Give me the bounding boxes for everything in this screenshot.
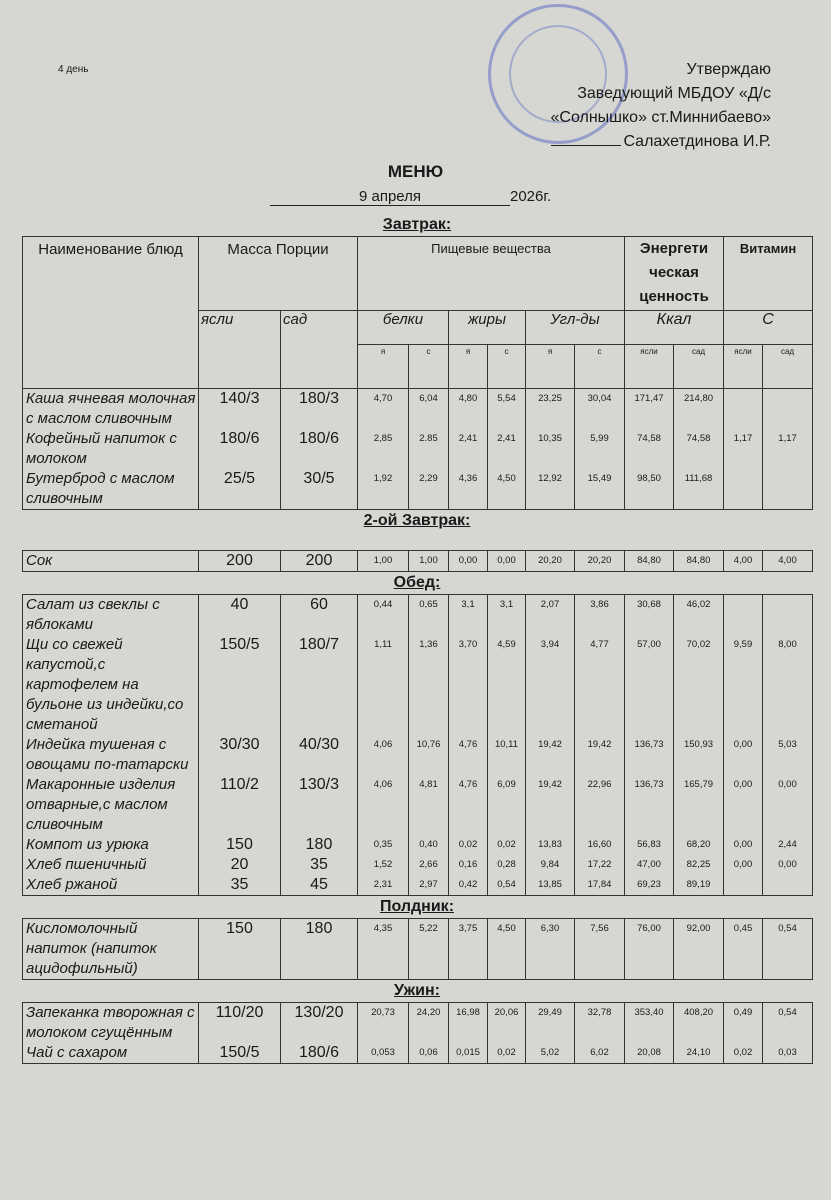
nutrient-value: 0,02 bbox=[724, 1043, 763, 1064]
director-name: Салахетдинова И.Р. bbox=[623, 133, 771, 150]
nutrient-value: 1,17 bbox=[724, 429, 763, 469]
approve-signature bbox=[550, 130, 771, 154]
dish-row bbox=[23, 389, 813, 430]
nutrient-value: 1,00 bbox=[409, 551, 449, 572]
col-mass: Масса Порции bbox=[199, 237, 358, 311]
dish-name: Сок bbox=[23, 551, 199, 572]
date-value: 9 апреля bbox=[270, 188, 510, 206]
nutrient-value: 0,40 bbox=[409, 835, 449, 855]
nutrient-value: 4,76 bbox=[449, 735, 488, 775]
nutrient-value: 17,84 bbox=[575, 875, 625, 896]
approve-line: «Солнышко» ст.Миннибаево» bbox=[550, 109, 771, 126]
nutrient-value: 74,58 bbox=[674, 429, 724, 469]
nutrient-value: 0,44 bbox=[358, 595, 409, 636]
nutrient-value: 19,42 bbox=[526, 735, 575, 775]
nutrient-value: 136,73 bbox=[625, 775, 674, 835]
dish-name: Макаронные изделия отварные,с маслом сливочным bbox=[23, 775, 199, 835]
nutrient-value: 74,58 bbox=[625, 429, 674, 469]
nutrient-value: 4,35 bbox=[358, 919, 409, 980]
nutrient-value: 22,96 bbox=[575, 775, 625, 835]
mass-sad: 35 bbox=[281, 855, 358, 875]
col-sub: с bbox=[488, 345, 526, 389]
nutrient-value: 20,73 bbox=[358, 1003, 409, 1044]
nutrient-value: 408,20 bbox=[674, 1003, 724, 1044]
approve-line: Заведующий МБДОУ «Д/с bbox=[577, 85, 771, 102]
nutrient-value: 29,49 bbox=[526, 1003, 575, 1044]
dish-row bbox=[23, 775, 813, 835]
signature-line bbox=[551, 145, 621, 146]
nutrient-value: 4,50 bbox=[488, 919, 526, 980]
nutrient-value: 9,84 bbox=[526, 855, 575, 875]
col-vitamin: Витамин bbox=[724, 237, 813, 311]
mass-yasli: 40 bbox=[199, 595, 281, 636]
nutrient-value: 0,00 bbox=[724, 835, 763, 855]
nutrient-value: 4,50 bbox=[488, 469, 526, 510]
mass-sad: 180/7 bbox=[281, 635, 358, 735]
col-yasli: ясли bbox=[199, 311, 281, 389]
menu-table bbox=[22, 550, 813, 572]
approve-line: Утверждаю bbox=[686, 61, 771, 78]
nutrient-value: 17,22 bbox=[575, 855, 625, 875]
nutrient-value: 15,49 bbox=[575, 469, 625, 510]
mass-yasli: 150 bbox=[199, 835, 281, 855]
dish-row bbox=[23, 595, 813, 636]
col-sub: я bbox=[526, 345, 575, 389]
dish-name: Индейка тушеная с овощами по-татарски bbox=[23, 735, 199, 775]
nutrient-value: 1,52 bbox=[358, 855, 409, 875]
menu-table bbox=[22, 236, 813, 510]
dish-row bbox=[23, 855, 813, 875]
col-sub: сад bbox=[763, 345, 813, 389]
nutrient-value: 56,83 bbox=[625, 835, 674, 855]
nutrient-value: 13,85 bbox=[526, 875, 575, 896]
nutrient-value: 4,00 bbox=[763, 551, 813, 572]
section-title: 2-ой Завтрак: bbox=[363, 512, 471, 529]
nutrient-value: 2,07 bbox=[526, 595, 575, 636]
section-title: Полдник: bbox=[379, 898, 455, 915]
nutrient-value: 0,00 bbox=[724, 775, 763, 835]
nutrient-value: 0,02 bbox=[488, 835, 526, 855]
dish-name: Каша ячневая молочная с маслом сливочным bbox=[23, 389, 199, 430]
mass-sad: 180 bbox=[281, 835, 358, 855]
mass-sad: 130/20 bbox=[281, 1003, 358, 1044]
nutrient-value: 24,20 bbox=[409, 1003, 449, 1044]
nutrient-value: 4,06 bbox=[358, 735, 409, 775]
col-sub: с bbox=[409, 345, 449, 389]
mass-yasli: 150 bbox=[199, 919, 281, 980]
mass-sad: 30/5 bbox=[281, 469, 358, 510]
nutrient-value: 2,41 bbox=[488, 429, 526, 469]
nutrient-value: 6,02 bbox=[575, 1043, 625, 1064]
nutrient-value: 0,54 bbox=[488, 875, 526, 896]
nutrient-value: 89,19 bbox=[674, 875, 724, 896]
nutrient-value: 6,30 bbox=[526, 919, 575, 980]
nutrient-value: 84,80 bbox=[625, 551, 674, 572]
nutrient-value: 4,00 bbox=[724, 551, 763, 572]
nutrient-value: 0,02 bbox=[488, 1043, 526, 1064]
nutrient-value: 2,85 bbox=[358, 429, 409, 469]
nutrient-value: 8,00 bbox=[763, 635, 813, 735]
menu-document bbox=[22, 214, 812, 1064]
section-title: Ужин: bbox=[394, 982, 440, 999]
nutrient-value: 4,70 bbox=[358, 389, 409, 430]
nutrient-value: 5,22 bbox=[409, 919, 449, 980]
mass-sad: 200 bbox=[281, 551, 358, 572]
section-title: Обед: bbox=[393, 574, 441, 591]
nutrient-value bbox=[724, 875, 763, 896]
header-row bbox=[23, 237, 813, 311]
nutrient-value: 19,42 bbox=[526, 775, 575, 835]
mass-sad: 60 bbox=[281, 595, 358, 636]
nutrient-value: 0,00 bbox=[763, 775, 813, 835]
nutrient-value: 24,10 bbox=[674, 1043, 724, 1064]
dish-row bbox=[23, 919, 813, 980]
nutrient-value bbox=[763, 875, 813, 896]
nutrient-value: 1,36 bbox=[409, 635, 449, 735]
mass-yasli: 25/5 bbox=[199, 469, 281, 510]
nutrient-value: 214,80 bbox=[674, 389, 724, 430]
nutrient-value: 0,49 bbox=[724, 1003, 763, 1044]
dish-name: Бутерброд с маслом сливочным bbox=[23, 469, 199, 510]
day-label: 4 день bbox=[58, 64, 89, 75]
nutrient-value: 10,11 bbox=[488, 735, 526, 775]
nutrient-value: 10,76 bbox=[409, 735, 449, 775]
mass-yasli: 110/2 bbox=[199, 775, 281, 835]
nutrient-value: 5,03 bbox=[763, 735, 813, 775]
nutrient-value: 0,54 bbox=[763, 919, 813, 980]
nutrient-value: 2,41 bbox=[449, 429, 488, 469]
nutrient-value: 92,00 bbox=[674, 919, 724, 980]
mass-yasli: 35 bbox=[199, 875, 281, 896]
nutrient-value: 16,98 bbox=[449, 1003, 488, 1044]
col-kcal: Ккал bbox=[625, 311, 724, 345]
nutrient-value: 82,25 bbox=[674, 855, 724, 875]
mass-yasli: 110/20 bbox=[199, 1003, 281, 1044]
dish-name: Кисломолочный напиток (напиток ацидофильный) bbox=[23, 919, 199, 980]
nutrient-value: 47,00 bbox=[625, 855, 674, 875]
nutrient-value: 0,02 bbox=[449, 835, 488, 855]
nutrient-value: 4,06 bbox=[358, 775, 409, 835]
dish-row bbox=[23, 1043, 813, 1064]
col-belki: белки bbox=[358, 311, 449, 345]
col-sub: ясли bbox=[625, 345, 674, 389]
menu-table bbox=[22, 594, 813, 896]
section-title: Завтрак: bbox=[382, 216, 452, 233]
dish-row bbox=[23, 875, 813, 896]
nutrient-value: 5,54 bbox=[488, 389, 526, 430]
mass-yasli: 180/6 bbox=[199, 429, 281, 469]
nutrient-value: 165,79 bbox=[674, 775, 724, 835]
nutrient-value: 4,81 bbox=[409, 775, 449, 835]
mass-sad: 45 bbox=[281, 875, 358, 896]
nutrient-value: 1,92 bbox=[358, 469, 409, 510]
menu-table bbox=[22, 918, 813, 980]
nutrient-value: 10,35 bbox=[526, 429, 575, 469]
nutrient-value: 16,60 bbox=[575, 835, 625, 855]
nutrient-value: 3,86 bbox=[575, 595, 625, 636]
col-energy: Энергети ческая ценность bbox=[625, 237, 724, 311]
nutrient-value: 0,03 bbox=[763, 1043, 813, 1064]
nutrient-value: 2,66 bbox=[409, 855, 449, 875]
nutrient-value: 68,20 bbox=[674, 835, 724, 855]
nutrient-value: 13,83 bbox=[526, 835, 575, 855]
approval-block bbox=[550, 58, 771, 154]
nutrient-value: 7,56 bbox=[575, 919, 625, 980]
nutrient-value: 84,80 bbox=[674, 551, 724, 572]
nutrient-value: 150,93 bbox=[674, 735, 724, 775]
nutrient-value: 20,20 bbox=[575, 551, 625, 572]
col-sad: сад bbox=[281, 311, 358, 389]
nutrient-value: 9,59 bbox=[724, 635, 763, 735]
mass-sad: 180/3 bbox=[281, 389, 358, 430]
dish-name: Хлеб ржаной bbox=[23, 875, 199, 896]
mass-sad: 40/30 bbox=[281, 735, 358, 775]
mass-sad: 180 bbox=[281, 919, 358, 980]
nutrient-value bbox=[763, 595, 813, 636]
nutrient-value: 5,99 bbox=[575, 429, 625, 469]
nutrient-value: 20,20 bbox=[526, 551, 575, 572]
nutrient-value: 0,28 bbox=[488, 855, 526, 875]
nutrient-value bbox=[763, 389, 813, 430]
mass-yasli: 150/5 bbox=[199, 1043, 281, 1064]
col-sub: сад bbox=[674, 345, 724, 389]
nutrient-value: 0,00 bbox=[449, 551, 488, 572]
dish-row bbox=[23, 735, 813, 775]
nutrient-value: 136,73 bbox=[625, 735, 674, 775]
nutrient-value: 4,80 bbox=[449, 389, 488, 430]
nutrient-value: 0,00 bbox=[724, 855, 763, 875]
mass-sad: 130/3 bbox=[281, 775, 358, 835]
col-name: Наименование блюд bbox=[23, 237, 199, 389]
dish-name: Чай с сахаром bbox=[23, 1043, 199, 1064]
nutrient-value: 3,94 bbox=[526, 635, 575, 735]
nutrient-value: 12,92 bbox=[526, 469, 575, 510]
dish-name: Запеканка творожная с молоком сгущённым bbox=[23, 1003, 199, 1044]
col-sub: я bbox=[358, 345, 409, 389]
nutrient-value: 0,00 bbox=[488, 551, 526, 572]
col-ugl: Угл-ды bbox=[526, 311, 625, 345]
dish-row bbox=[23, 835, 813, 855]
nutrient-value: 0,16 bbox=[449, 855, 488, 875]
nutrient-value: 0,00 bbox=[724, 735, 763, 775]
col-c: С bbox=[724, 311, 813, 345]
nutrient-value: 0,053 bbox=[358, 1043, 409, 1064]
nutrient-value bbox=[724, 389, 763, 430]
menu-table bbox=[22, 1002, 813, 1064]
mass-yasli: 140/3 bbox=[199, 389, 281, 430]
nutrient-value: 46,02 bbox=[674, 595, 724, 636]
nutrient-value: 4,36 bbox=[449, 469, 488, 510]
nutrient-value: 2,29 bbox=[409, 469, 449, 510]
mass-yasli: 150/5 bbox=[199, 635, 281, 735]
nutrient-value: 5,02 bbox=[526, 1043, 575, 1064]
menu-date bbox=[270, 188, 551, 206]
nutrient-value: 0,42 bbox=[449, 875, 488, 896]
nutrient-value: 2,97 bbox=[409, 875, 449, 896]
nutrient-value: 3,75 bbox=[449, 919, 488, 980]
dish-name: Салат из свеклы с яблоками bbox=[23, 595, 199, 636]
nutrient-value bbox=[724, 469, 763, 510]
mass-sad: 180/6 bbox=[281, 1043, 358, 1064]
nutrient-value: 6,04 bbox=[409, 389, 449, 430]
nutrient-value: 20,06 bbox=[488, 1003, 526, 1044]
nutrient-value: 0,65 bbox=[409, 595, 449, 636]
dish-row bbox=[23, 1003, 813, 1044]
nutrient-value: 19,42 bbox=[575, 735, 625, 775]
nutrient-value: 111,68 bbox=[674, 469, 724, 510]
dish-name: Щи со свежей капустой,с картофелем на бульоне из индейки,со сметаной bbox=[23, 635, 199, 735]
page-title: МЕНЮ bbox=[387, 162, 444, 181]
nutrient-value: 0,54 bbox=[763, 1003, 813, 1044]
nutrient-value: 1,00 bbox=[358, 551, 409, 572]
dish-name: Хлеб пшеничный bbox=[23, 855, 199, 875]
nutrient-value: 3,1 bbox=[488, 595, 526, 636]
nutrient-value bbox=[763, 469, 813, 510]
nutrient-value: 6,09 bbox=[488, 775, 526, 835]
nutrient-value: 20,08 bbox=[625, 1043, 674, 1064]
nutrient-value bbox=[724, 595, 763, 636]
nutrient-value: 76,00 bbox=[625, 919, 674, 980]
nutrient-value: 4,76 bbox=[449, 775, 488, 835]
nutrient-value: 1,17 bbox=[763, 429, 813, 469]
nutrient-value: 4,77 bbox=[575, 635, 625, 735]
col-sub: ясли bbox=[724, 345, 763, 389]
mass-yasli: 30/30 bbox=[199, 735, 281, 775]
col-nutrients: Пищевые вещества bbox=[358, 237, 625, 311]
nutrient-value: 30,04 bbox=[575, 389, 625, 430]
mass-yasli: 20 bbox=[199, 855, 281, 875]
nutrient-value: 171,47 bbox=[625, 389, 674, 430]
dish-row bbox=[23, 429, 813, 469]
nutrient-value: 0,015 bbox=[449, 1043, 488, 1064]
nutrient-value: 0,00 bbox=[763, 855, 813, 875]
year-value: 2026г. bbox=[510, 188, 552, 205]
dish-name: Кофейный напиток с молоком bbox=[23, 429, 199, 469]
nutrient-value: 57,00 bbox=[625, 635, 674, 735]
col-sub: с bbox=[575, 345, 625, 389]
nutrient-value: 4,59 bbox=[488, 635, 526, 735]
nutrient-value: 0,06 bbox=[409, 1043, 449, 1064]
nutrient-value: 30,68 bbox=[625, 595, 674, 636]
nutrient-value: 69,23 bbox=[625, 875, 674, 896]
nutrient-value: 1,11 bbox=[358, 635, 409, 735]
nutrient-value: 0,35 bbox=[358, 835, 409, 855]
nutrient-value: 23,25 bbox=[526, 389, 575, 430]
dish-name: Компот из урюка bbox=[23, 835, 199, 855]
dish-row bbox=[23, 469, 813, 510]
nutrient-value: 2,31 bbox=[358, 875, 409, 896]
nutrient-value: 3,70 bbox=[449, 635, 488, 735]
nutrient-value: 2,44 bbox=[763, 835, 813, 855]
col-zhiry: жиры bbox=[449, 311, 526, 345]
nutrient-value: 70,02 bbox=[674, 635, 724, 735]
mass-sad: 180/6 bbox=[281, 429, 358, 469]
nutrient-value: 3,1 bbox=[449, 595, 488, 636]
col-sub: я bbox=[449, 345, 488, 389]
mass-yasli: 200 bbox=[199, 551, 281, 572]
dish-row bbox=[23, 635, 813, 735]
nutrient-value: 32,78 bbox=[575, 1003, 625, 1044]
nutrient-value: 98,50 bbox=[625, 469, 674, 510]
dish-row bbox=[23, 551, 813, 572]
nutrient-value: 0,45 bbox=[724, 919, 763, 980]
nutrient-value: 2.85 bbox=[409, 429, 449, 469]
nutrient-value: 353,40 bbox=[625, 1003, 674, 1044]
